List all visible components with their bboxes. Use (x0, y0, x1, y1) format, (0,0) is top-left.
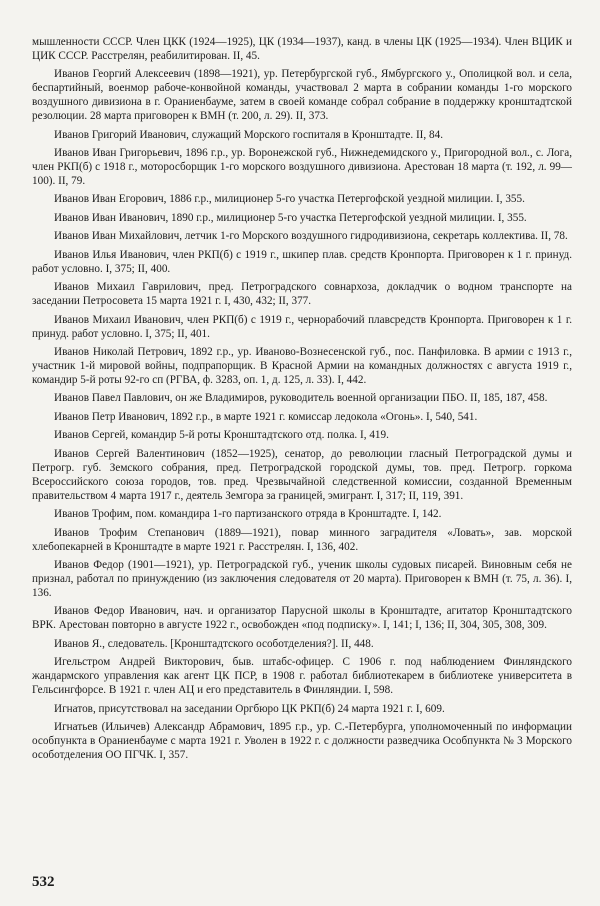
index-entry: Иванов Николай Петрович, 1892 г.р., ур. Иваново-Вознесенской губ., пос. Панфиловка. В армии с 1913 г., участник 1-й мировой войны, подпрапорщик. В Красной Армии на командных должностях с августа 1919 г., командир 5-й роты 92-го сп (РГВА, ф. 3283, оп. 1, д. 125, л. 33). I, 442. (32, 346, 572, 386)
index-entry: Иванов Михаил Иванович, член РКП(б) с 1919 г., чернорабочий плавсредств Кронпорта. Приговорен к 1 г. принуд. работ условно. I, 375; II, 401. (32, 313, 572, 340)
index-entry: Иванов Иван Григорьевич, 1896 г.р., ур. Воронежской губ., Нижнедемидского у., Пригородной вол., с. Лога, член РКП(б) с 1918 г., моторосборщик 1-го морского воздушного дивизиона. Арестован 18 марта (т. 192, л. 99—100). II, 79. (32, 147, 572, 187)
index-entry: Иванов Трофим Степанович (1889—1921), повар минного заградителя «Ловать», зав. морской хлебопекарней в Кронштадте в марте 1921 г. Расстрелян. I, 136, 402. (32, 526, 572, 553)
index-entry: Иванов Я., следователь. [Кронштадтского особотделения?]. II, 448. (54, 637, 374, 650)
index-entry: Иванов Георгий Алексеевич (1898—1921), ур. Петербургской губ., Ямбургского у., Ополицкой вол. и села, беспартийный, военмор рабоче-конвойной команды, участвовал 2 марта в собрании команды 1-го морского воздушного дивизиона в г. Ораниенбауме, затем в своей команде собрал собрание в поддержку кронштадтской резолюции. 28 марта приговорен к ВМН (т. 200, л. 29). II, 373. (32, 68, 572, 123)
index-entry: Иванов Павел Павлович, он же Владимиров, руководитель военной организации ПБО. II, 185, 187, 458. (54, 392, 548, 405)
index-entry: Иванов Петр Иванович, 1892 г.р., в марте 1921 г. комиссар ледокола «Огонь». I, 540, 541. (54, 410, 478, 423)
page-number: 532 (32, 874, 55, 890)
index-entry: мышленности СССР. Член ЦКК (1924—1925), ЦК (1934—1937), канд. в члены ЦК (1925—1934). Член ВЦИК и ЦИК СССР. Расстрелян, реабилитирован. II, 45. (32, 36, 572, 62)
index-entry: Иванов Иван Егорович, 1886 г.р., милиционер 5-го участка Петергофской уездной милиции. I, 355. (54, 193, 525, 206)
index-entry: Иванов Сергей, командир 5-й роты Кронштадтского отд. полка. I, 419. (54, 429, 389, 442)
index-entry: Иванов Федор (1901—1921), ур. Петроградской губ., ученик школы судовых писарей. Виновным себя не признал, работал по принуждению (из заключения следователя от 20 марта). Приговорен к ВМН (т. 75, л. 36). I, 136. (32, 559, 572, 599)
index-entry: Игельстром Андрей Викторович, быв. штабс-офицер. С 1906 г. под наблюдением Финляндского жандармского управления как агент ЦК ПСР, в 1908 г. работал библиотекарем в библиотеке университета в Гельсингфорсе. В 1921 г. член АЦ и его представитель в Финляндии. I, 598. (32, 656, 572, 697)
index-entry: Иванов Федор Иванович, нач. и организатор Парусной школы в Кронштадте, агитатор Кронштадтского ВРК. Арестован повторно в августе 1922 г., освобожден «под подписку». I, 141; I, 136; II, 304, 305, 308, 309. (32, 605, 572, 632)
index-entry: Иванов Григорий Иванович, служащий Морского госпиталя в Кронштадте. II, 84. (54, 128, 443, 141)
index-entry: Иванов Илья Иванович, член РКП(б) с 1919 г., шкипер плав. средств Кронпорта. Приговорен к 1 г. принуд. работ условно. I, 375; II, 400. (32, 248, 572, 275)
index-entry: Иванов Иван Иванович, 1890 г.р., милиционер 5-го участка Петергофской уездной милиции. I, 355. (54, 211, 527, 224)
index-entry: Игнатов, присутствовал на заседании Оргбюро ЦК РКП(б) 24 марта 1921 г. I, 609. (54, 702, 445, 715)
index-entry: Иванов Михаил Гаврилович, пред. Петроградского совнархоза, докладчик о водном транспорте на заседании Петросовета 15 марта 1921 г. I, 430, 432; II, 377. (32, 281, 572, 308)
index-entry: Игнатьев (Ильичев) Александр Абрамович, 1895 г.р., ур. С.-Петербурга, уполномоченный по информации особпункта в Ораниенбауме с марта 1921 г. Уволен в 1922 г. с должности разведчика Особпункта № 3 Морского особотделения ОО ПГЧК. I, 357. (32, 721, 572, 761)
index-entry: Иванов Сергей Валентинович (1852—1925), сенатор, до революции гласный Петроградской думы и Петрогр. губ. Земского собрания, пред. Петроградской городской думы, тов. пред. Петрогр. горкома Всероссийского союза городов, тов. пред. Чрезвычайной следственной комиссии, созданной Временным правительством 4 марта 1917 г., деятель Земгора за границей, эмигрант. I, 317; II, 119, 391. (32, 447, 572, 502)
index-entries (32, 36, 572, 767)
index-entry: Иванов Иван Михайлович, летчик 1-го Морского воздушного гидродивизиона, секретарь коллектива. II, 78. (54, 230, 568, 243)
index-entry: Иванов Трофим, пом. командира 1-го партизанского отряда в Кронштадте. I, 142. (54, 508, 442, 521)
